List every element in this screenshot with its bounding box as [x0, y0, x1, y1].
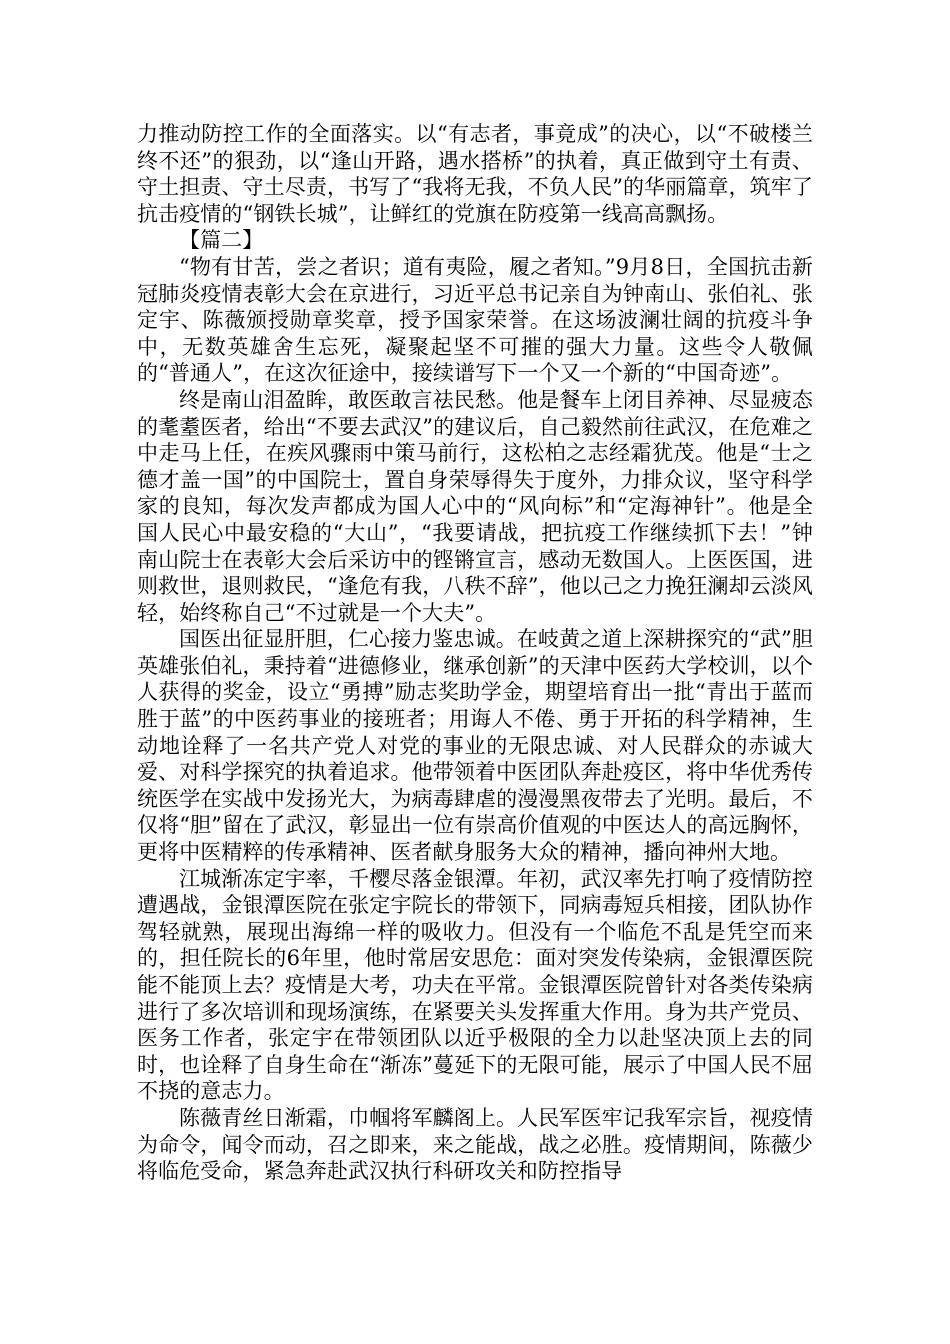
paragraph-zhang-dingyu: 江城渐冻定宇率，千樱尽落金银潭。年初，武汉率先打响了疫情防控遭遇战，金银潭医院在张定宇院长的带领下，同病毒短兵相接，团队协作驾轻就熟，展现出海绵一样的吸收力。但没有一个临危不乱是凭空而来的，担任院长的6年里，他时常居安思危：面对突发传染病，金银潭医院能不能顶上去？疫情是大考，功夫在平常。金银潭医院曾针对各类传染病进行了多次培训和现场演练，在紧要关头发挥重大作用。身为共产党员、医务工作者，张定宇在带领团队以近乎极限的全力以赴坚决顶上去的同时，也诠释了自身生命在“渐冻”蔓延下的无限可能，展示了中国人民不屈不挠的意志力。	[137, 866, 813, 1104]
paragraph-intro: “物有甘苦，尝之者识；道有夷险，履之者知。”9月8日，全国抗击新冠肺炎疫情表彰大会在京进行，习近平总书记亲自为钟南山、张伯礼、张定宇、陈薇颁授勋章奖章，授予国家荣誉。在这场波澜壮阔的抗疫斗争中，无数英雄舍生忘死，凝聚起坚不可摧的强大力量。这些令人敬佩的“普通人”，在这次征途中，接续谱写下一个又一个新的“中国奇迹”。	[137, 254, 813, 386]
paragraph-zhong-nanshan: 终是南山泪盈眸，敢医敢言祛民愁。他是餐车上闭目养神、尽显疲态的耄耋医者，给出“不要去武汉”的建议后，自己毅然前往武汉，在危难之中走马上任，在疾风骤雨中策马前行，这松柏之志经霜犹茂。他是“士之德才盖一国”的中国院士，置自身荣辱得失于度外，力排众议，坚守科学家的良知，每次发声都成为国人心中的“风向标”和“定海神针”。他是全国人民心中最安稳的“大山”，“我要请战，把抗疫工作继续抓下去！”钟南山院士在表彰大会后采访中的铿锵宣言，感动无数国人。上医医国，进则救世，退则救民，“逢危有我，八秩不辞”，他以己之力挽狂澜却云淡风轻，始终称自己“不过就是一个大夫”。	[137, 387, 813, 625]
document-body	[137, 121, 813, 1185]
paragraph-chen-wei: 陈薇青丝日渐霜，巾帼将军麟阁上。人民军医牢记我军宗旨，视疫情为命令，闻令而动，召之即来，来之能战，战之必胜。疫情期间，陈薇少将临危受命，紧急奔赴武汉执行科研攻关和防控指导	[137, 1105, 813, 1184]
paragraph-continued: 力推动防控工作的全面落实。以“有志者，事竟成”的决心，以“不破楼兰终不还”的狠劲，以“逢山开路，遇水搭桥”的执着，真正做到守土有责、守土担责、守土尽责，书写了“我将无我，不负人民”的华丽篇章，筑牢了抗击疫情的“钢铁长城”，让鲜红的党旗在防疫第一线高高飘扬。	[137, 122, 813, 226]
paragraph-zhang-boli: 国医出征显肝胆，仁心接力鉴忠诚。在岐黄之道上深耕探究的“武”胆英雄张伯礼，秉持着“进德修业，继承创新”的天津中医药大学校训，以个人获得的奖金，设立“勇搏”励志奖助学金，期望培育出一批“青出于蓝而胜于蓝”的中医药事业的接班者；用诲人不倦、勇于开拓的科学精神，生动地诠释了一名共产党人对党的事业的无限忠诚、对人民群众的赤诚大爱、对科学探究的执着追求。他带领着中医团队奔赴疫区，将中华优秀传统医学在实战中发扬光大，为病毒肆虐的漫漫黑夜带去了光明。最后，不仅将“胆”留在了武汉，彰显出一位有崇高价值观的中医达人的高远胸怀，更将中医精粹的传承精神、医者献身服务大众的精神，播向神州大地。	[137, 627, 813, 865]
section-heading: 【篇二】	[179, 228, 264, 253]
